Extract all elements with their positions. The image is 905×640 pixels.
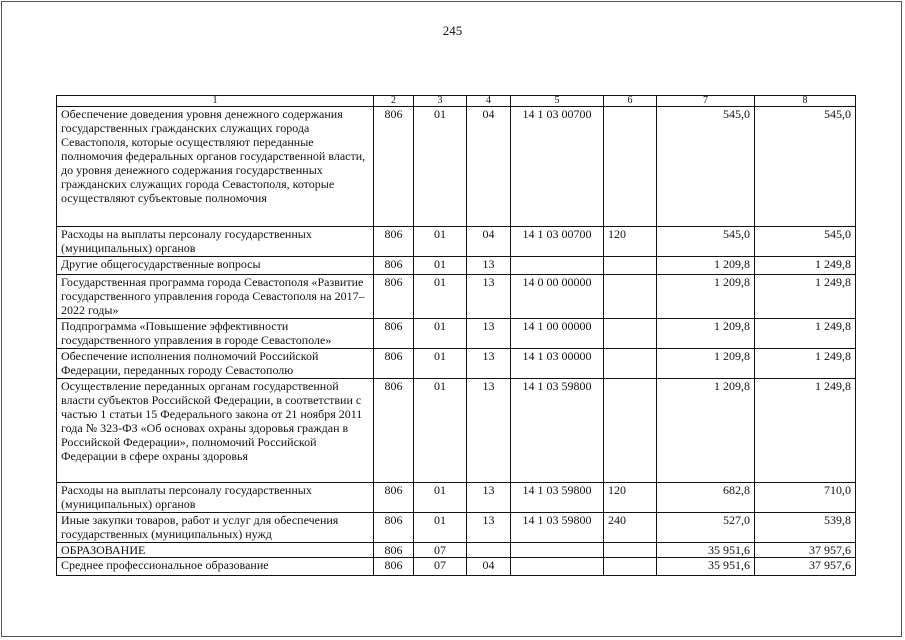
cell-target-article	[511, 257, 604, 275]
cell-target-article: 14 1 00 00000	[511, 319, 604, 349]
table-row	[57, 558, 856, 576]
cell-expense-type: 120	[604, 483, 657, 513]
cell-grbs: 806	[374, 349, 414, 379]
cell-section: 01	[414, 513, 467, 543]
cell-target-article: 14 0 00 00000	[511, 275, 604, 319]
cell-grbs: 806	[374, 107, 414, 227]
cell-expense-type	[604, 275, 657, 319]
cell-expense-type	[604, 543, 657, 558]
cell-amount-year1: 1 209,8	[657, 379, 755, 483]
table-row	[57, 543, 856, 558]
cell-grbs: 806	[374, 543, 414, 558]
cell-section: 01	[414, 379, 467, 483]
table-row	[57, 227, 856, 257]
cell-subsection: 13	[467, 513, 511, 543]
cell-target-article: 14 1 03 00700	[511, 227, 604, 257]
column-header: 6	[604, 96, 657, 107]
table-row	[57, 483, 856, 513]
cell-subsection: 04	[467, 107, 511, 227]
cell-target-article	[511, 558, 604, 576]
cell-amount-year2: 1 249,8	[755, 379, 856, 483]
cell-section: 01	[414, 483, 467, 513]
cell-target-article: 14 1 03 59800	[511, 379, 604, 483]
cell-expense-type	[604, 319, 657, 349]
cell-section: 01	[414, 319, 467, 349]
column-header: 4	[467, 96, 511, 107]
cell-section: 07	[414, 558, 467, 576]
cell-section: 01	[414, 275, 467, 319]
cell-expense-type	[604, 379, 657, 483]
cell-grbs: 806	[374, 227, 414, 257]
column-header: 1	[57, 96, 374, 107]
cell-subsection: 13	[467, 349, 511, 379]
cell-amount-year1: 545,0	[657, 107, 755, 227]
cell-amount-year2: 545,0	[755, 107, 856, 227]
cell-target-article: 14 1 03 59800	[511, 483, 604, 513]
cell-grbs: 806	[374, 558, 414, 576]
cell-subsection: 13	[467, 257, 511, 275]
row-name: Расходы на выплаты персоналу государственных (муниципальных) органов	[57, 227, 374, 257]
row-name: Обеспечение доведения уровня денежного содержания государственных гражданских служащих города Севастополя, которые осуществляют переданные полномочия федеральных органов государственной власти, до уровня денежного содержания государственных гражданских служащих города Севастополя, которые осуществляют субъектовые полномочия	[57, 107, 374, 227]
cell-section: 01	[414, 349, 467, 379]
cell-amount-year2: 1 249,8	[755, 319, 856, 349]
cell-subsection	[467, 543, 511, 558]
table-row	[57, 319, 856, 349]
cell-amount-year2: 1 249,8	[755, 275, 856, 319]
cell-grbs: 806	[374, 275, 414, 319]
cell-subsection: 13	[467, 319, 511, 349]
table-row	[57, 349, 856, 379]
cell-amount-year2: 37 957,6	[755, 558, 856, 576]
cell-expense-type	[604, 257, 657, 275]
column-number-row	[57, 96, 856, 107]
row-name: Обеспечение исполнения полномочий Российской Федерации, переданных городу Севастополю	[57, 349, 374, 379]
cell-amount-year1: 1 209,8	[657, 349, 755, 379]
cell-section: 01	[414, 227, 467, 257]
column-header: 8	[755, 96, 856, 107]
row-name: Осуществление переданных органам государственной власти субъектов Российской Федерации, в соответствии с частью 1 статьи 15 Федерального закона от 21 ноября 2011 года № 323-ФЗ «Об основах охраны здоровья граждан в Российской Федерации», полномочий Российской Федерации в сфере охраны здоровья	[57, 379, 374, 483]
table-row	[57, 275, 856, 319]
cell-amount-year2: 545,0	[755, 227, 856, 257]
cell-grbs: 806	[374, 379, 414, 483]
cell-amount-year1: 527,0	[657, 513, 755, 543]
column-header: 5	[511, 96, 604, 107]
cell-subsection: 13	[467, 275, 511, 319]
table-row	[57, 379, 856, 483]
cell-amount-year1: 35 951,6	[657, 543, 755, 558]
cell-expense-type	[604, 349, 657, 379]
cell-subsection: 13	[467, 483, 511, 513]
cell-subsection: 04	[467, 227, 511, 257]
table-row	[57, 107, 856, 227]
row-name: Подпрограмма «Повышение эффективности государственного управления в городе Севастополе»	[57, 319, 374, 349]
cell-amount-year2: 1 249,8	[755, 349, 856, 379]
budget-table	[56, 95, 856, 576]
cell-grbs: 806	[374, 483, 414, 513]
cell-expense-type: 120	[604, 227, 657, 257]
cell-section: 01	[414, 107, 467, 227]
table-row	[57, 513, 856, 543]
cell-amount-year1: 1 209,8	[657, 319, 755, 349]
cell-grbs: 806	[374, 513, 414, 543]
page-number: 245	[442, 23, 463, 38]
cell-amount-year1: 545,0	[657, 227, 755, 257]
column-header: 2	[374, 96, 414, 107]
row-name: Среднее профессиональное образование	[57, 558, 374, 576]
row-name: Государственная программа города Севастополя «Развитие государственного управления города Севастополя на 2017–2022 годы»	[57, 275, 374, 319]
cell-amount-year1: 682,8	[657, 483, 755, 513]
cell-grbs: 806	[374, 257, 414, 275]
row-name: ОБРАЗОВАНИЕ	[57, 543, 374, 558]
cell-grbs: 806	[374, 319, 414, 349]
cell-target-article: 14 1 03 59800	[511, 513, 604, 543]
cell-amount-year2: 710,0	[755, 483, 856, 513]
column-header: 3	[414, 96, 467, 107]
cell-subsection: 13	[467, 379, 511, 483]
row-name: Иные закупки товаров, работ и услуг для обеспечения государственных (муниципальных) нужд	[57, 513, 374, 543]
row-name: Расходы на выплаты персоналу государственных (муниципальных) органов	[57, 483, 374, 513]
cell-subsection: 04	[467, 558, 511, 576]
cell-expense-type: 240	[604, 513, 657, 543]
cell-section: 01	[414, 257, 467, 275]
cell-amount-year1: 1 209,8	[657, 257, 755, 275]
cell-expense-type	[604, 558, 657, 576]
table-row	[57, 257, 856, 275]
row-name: Другие общегосударственные вопросы	[57, 257, 374, 275]
cell-amount-year1: 35 951,6	[657, 558, 755, 576]
cell-target-article: 14 1 03 00700	[511, 107, 604, 227]
cell-expense-type	[604, 107, 657, 227]
cell-section: 07	[414, 543, 467, 558]
cell-amount-year2: 539,8	[755, 513, 856, 543]
cell-amount-year2: 1 249,8	[755, 257, 856, 275]
cell-target-article: 14 1 03 00000	[511, 349, 604, 379]
column-header: 7	[657, 96, 755, 107]
cell-target-article	[511, 543, 604, 558]
cell-amount-year1: 1 209,8	[657, 275, 755, 319]
cell-amount-year2: 37 957,6	[755, 543, 856, 558]
